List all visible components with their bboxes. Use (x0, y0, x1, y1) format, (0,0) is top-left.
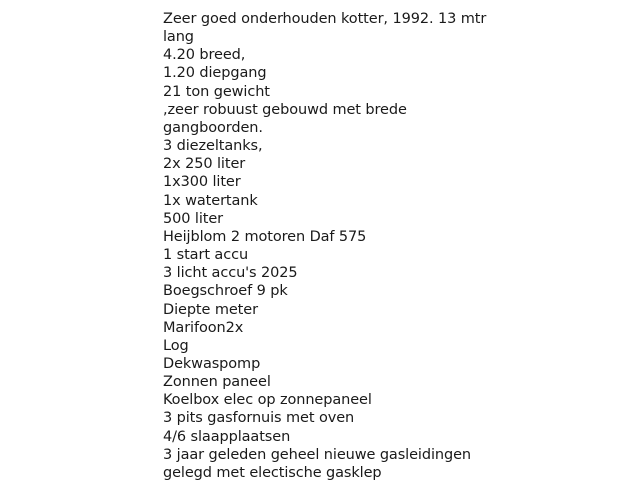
text-line: 1x watertank (163, 192, 258, 209)
text-line: 3 diezeltanks, (163, 138, 263, 155)
text-line: 3 licht accu's 2025 (163, 265, 298, 282)
text-line: 1x300 liter (163, 174, 241, 191)
text-line: gangboorden. (163, 119, 263, 136)
text-line: Zonnen paneel (163, 374, 271, 391)
text-line: 4.20 breed, (163, 47, 246, 64)
text-line: Log (163, 337, 189, 354)
text-line: 21 ton gewicht (163, 83, 270, 100)
text-line: Zeer goed onderhouden kotter, 1992. 13 mtr (163, 11, 487, 27)
text-line: lang (163, 29, 194, 46)
text-line: Koelbox elec op zonnepaneel (163, 392, 372, 409)
text-line: Dekwaspomp (163, 355, 261, 372)
text-line: 4/6 slaapplaatsen (163, 428, 291, 445)
text-line: 3 jaar geleden geheel nieuwe gasleidingen (163, 446, 471, 463)
text-line: 2x 250 liter (163, 156, 246, 173)
text-line: 3 pits gasfornuis met oven (163, 410, 355, 427)
text-line: 500 liter (163, 210, 224, 227)
text-line: ,zeer robuust gebouwd met brede (163, 101, 407, 118)
text-line: Heijblom 2 motoren Daf 575 (163, 228, 367, 245)
text-line: Diepte meter (163, 301, 258, 318)
boat-description-text (163, 10, 633, 482)
text-line: Marifoon2x (163, 319, 244, 336)
text-line: gelegd met electische gasklep (163, 464, 382, 481)
text-line: 1.20 diepgang (163, 65, 267, 82)
text-line: 1 start accu (163, 247, 249, 264)
text-line: Boegschroef 9 pk (163, 283, 288, 300)
